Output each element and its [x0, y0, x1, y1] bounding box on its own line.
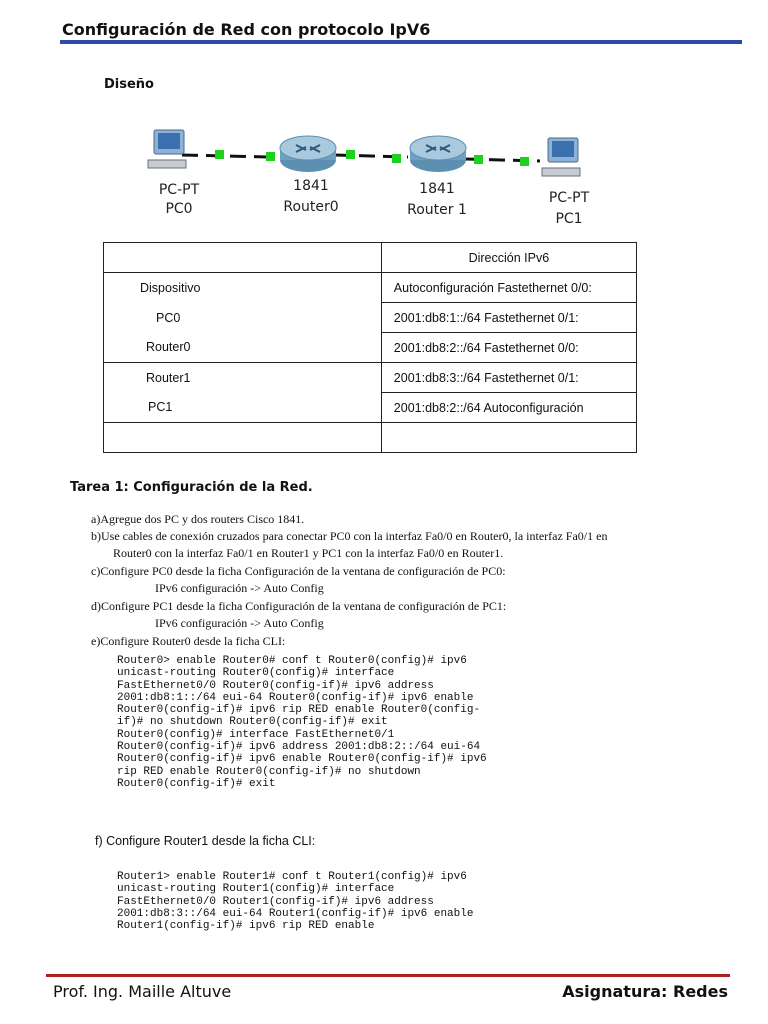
pc1-name-label: PC1 — [555, 211, 583, 227]
table-cell: 2001:db8:3::/64 Fastethernet 0/1: — [381, 363, 636, 393]
step-f: f) Configure Router1 desde la ficha CLI: — [95, 834, 316, 848]
step-e: e)Configure Router0 desde la ficha CLI: — [91, 634, 286, 648]
pc0-name-label: PC0 — [165, 201, 193, 217]
footer-subject: Asignatura: Redes — [562, 982, 728, 1001]
router-icon — [280, 136, 336, 172]
router1-model-label: 1841 — [419, 181, 455, 197]
table-row — [104, 273, 637, 303]
table-cell: Dispositivo — [104, 273, 382, 303]
router1-cli-block: Router1> enable Router1# conf t Router1(config)# ipv6 unicast-routing Router1(config)# interface FastEthernet0/0 Router1(config-if)# ipv6 address 2001:db8:3::/64 eui-64 Router1(config-if)# ipv6 enable Router1(config-if)# ipv6 rip RED enable — [117, 871, 474, 933]
table-cell — [381, 423, 636, 453]
table-cell: Router1 — [104, 363, 382, 393]
table-row — [104, 423, 637, 453]
pc0-model-label: PC-PT — [158, 182, 200, 198]
table-cell: 2001:db8:2::/64 Fastethernet 0/0: — [381, 333, 636, 363]
table-cell: Autoconfiguración Fastethernet 0/0: — [381, 273, 636, 303]
table-row — [104, 393, 637, 423]
step-d-detail: IPv6 configuración -> Auto Config — [155, 616, 324, 630]
table-cell — [104, 423, 382, 453]
table-row — [104, 303, 637, 333]
step-b-line1: b)Use cables de conexión cruzados para conectar PC0 con la interfaz Fa0/0 en Router0, la interfaz Fa0/1 en — [91, 529, 608, 543]
table-cell: Router0 — [104, 333, 382, 363]
pc-icon — [542, 138, 580, 176]
footer-divider — [46, 974, 730, 977]
page-title: Configuración de Red con protocolo IpV6 — [62, 20, 431, 39]
step-b-line2: Router0 con la interfaz Fa0/1 en Router1 y PC1 con la interfaz Fa0/0 en Router1. — [113, 546, 504, 560]
title-divider — [60, 40, 742, 44]
ipv6-address-table — [103, 242, 637, 453]
router0-cli-block: Router0> enable Router0# conf t Router0(config)# ipv6 unicast-routing Router0(config)# interface FastEthernet0/0 Router0(config-if)# ipv6 address 2001:db8:1::/64 eui-64 Router0(config-if)# ipv6 enable Router0(config-if)# ipv6 rip RED enable Router0(config- if)# no shutdown Router0(config-if)# exit Router0(config)# interface FastEthernet0/1 Router0(config-if)# ipv6 address 2001:db8:2::/64 eui-64 Router0(config-if)# ipv6 enable Router0(config-if)# ipv6 rip RED enable Router0(config-if)# no shutdown Router0(config-if)# exit — [117, 655, 487, 790]
table-header-cell: Dirección IPv6 — [381, 243, 636, 273]
network-diagram — [140, 118, 610, 188]
table-cell: 2001:db8:2::/64 Autoconfiguración — [381, 393, 636, 423]
table-cell — [104, 243, 382, 273]
table-cell: PC1 — [104, 393, 382, 423]
step-a: a)Agregue dos PC y dos routers Cisco 1841. — [91, 512, 305, 526]
table-row — [104, 363, 637, 393]
router1-name-label: Router 1 — [407, 202, 467, 218]
router0-model-label: 1841 — [293, 178, 329, 194]
section-heading-design: Diseño — [104, 77, 154, 92]
tasks-heading: Tarea 1: Configuración de la Red. — [70, 480, 313, 495]
step-c: c)Configure PC0 desde la ficha Configuración de la ventana de configuración de PC0: — [91, 564, 506, 578]
router-icon — [410, 136, 466, 172]
step-c-detail: IPv6 configuración -> Auto Config — [155, 581, 324, 595]
table-cell: PC0 — [104, 303, 382, 333]
footer-author: Prof. Ing. Maille Altuve — [53, 982, 232, 1001]
table-row — [104, 333, 637, 363]
step-d: d)Configure PC1 desde la ficha Configuración de la ventana de configuración de PC1: — [91, 599, 507, 613]
table-row — [104, 243, 637, 273]
router0-name-label: Router0 — [283, 199, 339, 215]
table-cell: 2001:db8:1::/64 Fastethernet 0/1: — [381, 303, 636, 333]
pc1-model-label: PC-PT — [548, 190, 590, 206]
pc-icon — [148, 130, 186, 168]
link-pc0-router0 — [182, 155, 268, 157]
